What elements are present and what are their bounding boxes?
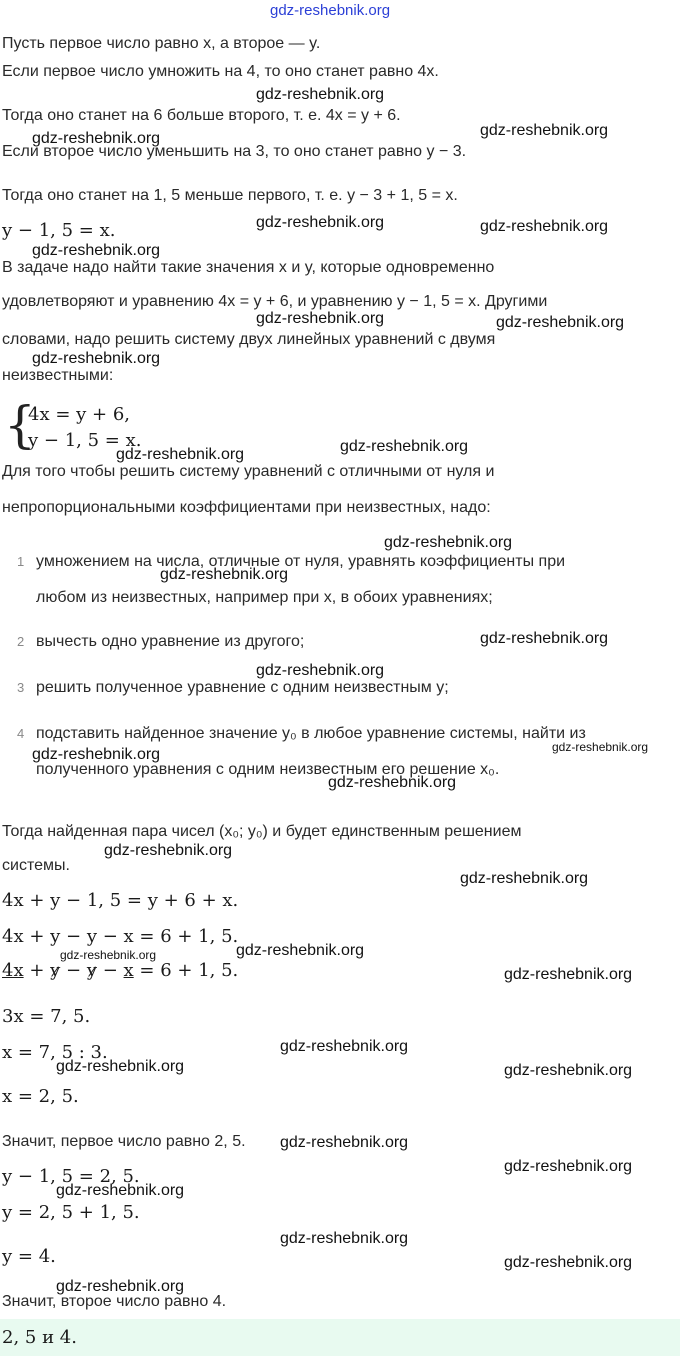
equation-rest: = 6 + 1, 5.	[133, 960, 239, 981]
equation: y = 4.	[2, 1246, 56, 1267]
watermark: gdz-reshebnik.org	[160, 566, 289, 583]
watermark: gdz-reshebnik.org	[552, 740, 649, 754]
text-line: удовлетворяют и уравнению 4x = y + 6, и уравнению y − 1, 5 = x. Другими	[2, 293, 548, 310]
text-line: Для того чтобы решить систему уравнений с отличными от нуля и	[2, 463, 495, 480]
text-line: Если второе число уменьшить на 3, то оно станет равно y − 3.	[2, 143, 467, 160]
watermark: gdz-reshebnik.org	[280, 1134, 409, 1151]
equation-cancelled	[2, 960, 238, 982]
step-number: 1	[17, 554, 25, 569]
watermark: gdz-reshebnik.org	[480, 218, 609, 235]
text-line: неизвестными:	[2, 367, 114, 384]
watermark: gdz-reshebnik.org	[504, 1254, 633, 1271]
watermark: gdz-reshebnik.org	[328, 774, 457, 791]
equation: x = 7, 5 : 3.	[2, 1042, 108, 1063]
operator: +	[23, 960, 51, 981]
text-line: системы.	[2, 857, 70, 874]
equation: y − 1, 5 = 2, 5.	[2, 1166, 140, 1187]
watermark: gdz-reshebnik.org	[236, 942, 365, 959]
system-equation: y − 1, 5 = x.	[28, 430, 142, 451]
watermark: gdz-reshebnik.org	[504, 1158, 633, 1175]
answer-text: 2, 5 и 4.	[2, 1327, 77, 1348]
watermark: gdz-reshebnik.org	[384, 534, 513, 551]
watermark: gdz-reshebnik.org	[496, 314, 625, 331]
operator: −	[97, 960, 124, 981]
step-text: любом из неизвестных, например при x, в обоих уравнениях;	[36, 589, 493, 606]
equation: y = 2, 5 + 1, 5.	[2, 1202, 140, 1223]
watermark: gdz-reshebnik.org	[480, 122, 609, 139]
watermark: gdz-reshebnik.org	[32, 130, 161, 147]
equation: x = 2, 5.	[2, 1086, 79, 1107]
watermark: gdz-reshebnik.org	[270, 2, 391, 19]
answer-box	[0, 1319, 680, 1356]
underlined-term: 4x	[2, 960, 24, 981]
system-brace: {	[4, 396, 36, 454]
watermark: gdz-reshebnik.org	[504, 1062, 633, 1079]
step-text: решить полученное уравнение с одним неизвестным y;	[36, 679, 449, 696]
watermark: gdz-reshebnik.org	[32, 242, 161, 259]
step-text: умножением на числа, отличные от нуля, уравнять коэффициенты при	[36, 553, 566, 570]
watermark: gdz-reshebnik.org	[60, 948, 157, 962]
text-line: В задаче надо найти такие значения x и y, которые одновременно	[2, 259, 495, 276]
text-line: Пусть первое число равно x, а второе — y.	[2, 35, 321, 52]
equation: y − 1, 5 = x.	[2, 220, 116, 241]
text-line: Значит, первое число равно 2, 5.	[2, 1133, 246, 1150]
equation: 3x = 7, 5.	[2, 1006, 91, 1027]
text-line: Тогда найденная пара чисел (x₀; y₀) и будет единственным решением	[2, 823, 522, 840]
watermark: gdz-reshebnik.org	[340, 438, 469, 455]
watermark: gdz-reshebnik.org	[280, 1038, 409, 1055]
equation: 4x + y − y − x = 6 + 1, 5.	[2, 926, 239, 947]
watermark: gdz-reshebnik.org	[504, 966, 633, 983]
step-number: 3	[17, 680, 25, 695]
watermark: gdz-reshebnik.org	[32, 746, 161, 763]
watermark: gdz-reshebnik.org	[256, 86, 385, 103]
watermark: gdz-reshebnik.org	[56, 1058, 185, 1075]
watermark: gdz-reshebnik.org	[56, 1182, 185, 1199]
watermark: gdz-reshebnik.org	[116, 446, 245, 463]
step-number: 4	[17, 726, 25, 741]
operator: −	[60, 960, 87, 981]
text-line: Тогда оно станет на 1, 5 меньше первого, т. е. y − 3 + 1, 5 = x.	[2, 187, 458, 204]
watermark: gdz-reshebnik.org	[32, 350, 161, 367]
text-line: Если первое число умножить на 4, то оно станет равно 4x.	[2, 63, 439, 80]
cancelled-term: y	[86, 960, 98, 981]
text-line: Значит, второе число равно 4.	[2, 1293, 227, 1310]
watermark: gdz-reshebnik.org	[256, 310, 385, 327]
text-line: Тогда оно станет на 6 больше второго, т. е. 4x = y + 6.	[2, 107, 401, 124]
system-equation: 4x = y + 6,	[28, 404, 130, 425]
watermark: gdz-reshebnik.org	[256, 214, 385, 231]
step-text: вычесть одно уравнение из другого;	[36, 633, 305, 650]
cancelled-term: y	[50, 960, 61, 981]
equation: 4x + y − 1, 5 = y + 6 + x.	[2, 890, 239, 911]
text-line: непропорциональными коэффициентами при неизвестных, надо:	[2, 499, 491, 516]
watermark: gdz-reshebnik.org	[56, 1278, 185, 1295]
step-number: 2	[17, 634, 25, 649]
watermark: gdz-reshebnik.org	[256, 662, 385, 679]
text-line: словами, надо решить систему двух линейных уравнений с двумя	[2, 331, 496, 348]
underlined-term: x	[123, 960, 134, 981]
watermark: gdz-reshebnik.org	[280, 1230, 409, 1247]
watermark: gdz-reshebnik.org	[104, 842, 233, 859]
watermark: gdz-reshebnik.org	[460, 870, 589, 887]
step-text: подставить найденное значение y₀ в любое уравнение системы, найти из	[36, 725, 586, 742]
step-text: полученного уравнения с одним неизвестным его решение x₀.	[36, 761, 500, 778]
watermark: gdz-reshebnik.org	[480, 630, 609, 647]
